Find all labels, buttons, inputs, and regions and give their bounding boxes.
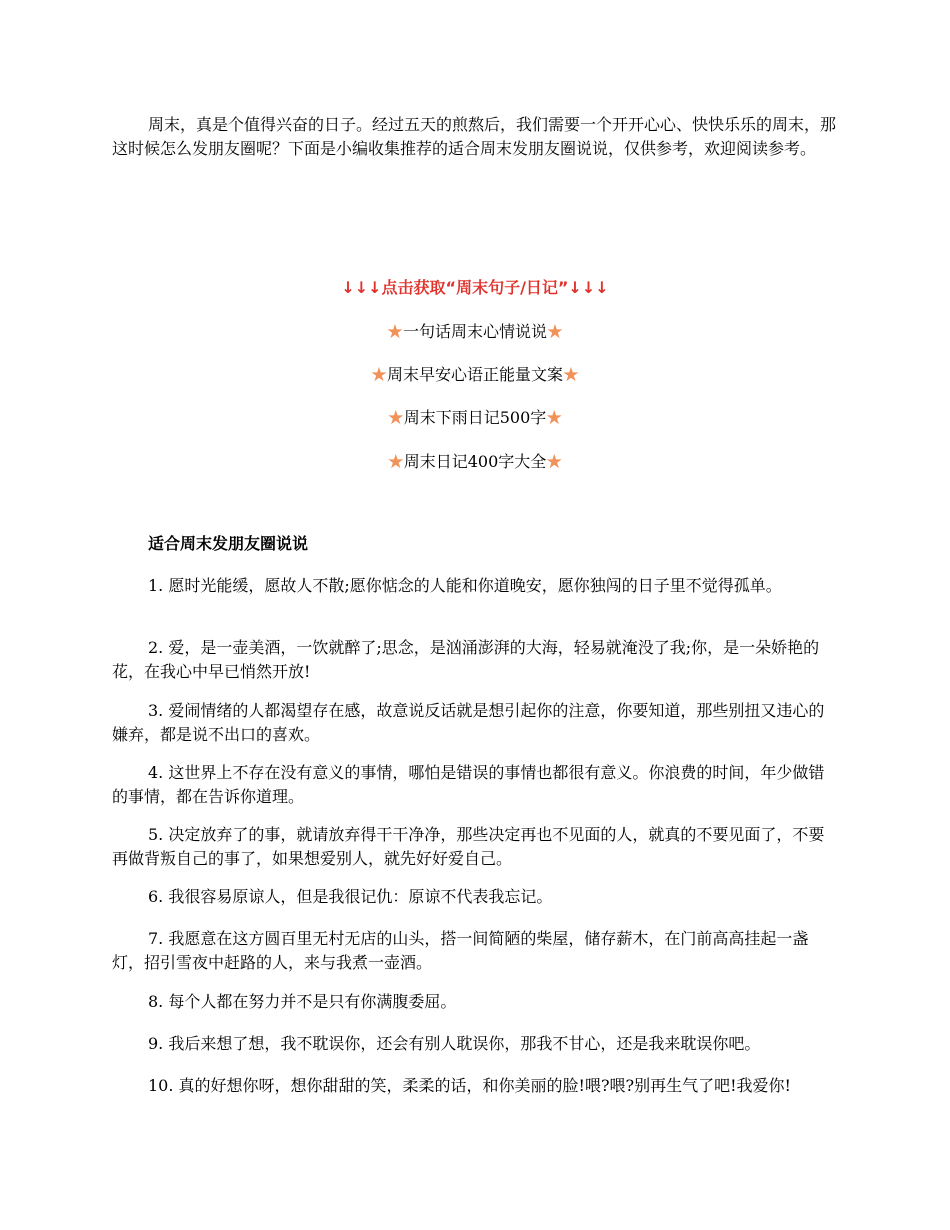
promo-link-label: 周末日记400字大全 — [403, 452, 547, 471]
list-item: 8. 每个人都在努力并不是只有你满腹委屈。 — [148, 992, 457, 1011]
list-item: 10. 真的好想你呀，想你甜甜的笑，柔柔的话，和你美丽的脸!喂?喂?别再生气了吧!我爱你! — [148, 1076, 791, 1095]
star-icon: ★ — [370, 365, 387, 384]
promo-link-1[interactable] — [0, 320, 950, 344]
promo-link-label: 一句话周末心情说说 — [402, 322, 547, 341]
promo-link-label: 周末早安心语正能量文案 — [386, 365, 563, 384]
promo-link-2[interactable] — [0, 363, 950, 387]
star-icon: ★ — [546, 452, 563, 471]
star-icon: ★ — [546, 408, 563, 427]
promo-link-4[interactable] — [0, 450, 950, 474]
star-icon: ★ — [387, 452, 404, 471]
list-item: 1. 愿时光能缓，愿故人不散;愿你惦念的人能和你道晚安，愿你独闯的日子里不觉得孤单。 — [148, 576, 782, 595]
star-icon: ★ — [547, 322, 564, 341]
section-title: 适合周末发朋友圈说说 — [148, 534, 309, 553]
star-icon: ★ — [387, 408, 404, 427]
star-icon: ★ — [386, 322, 403, 341]
star-icon: ★ — [563, 365, 580, 384]
list-item: 4. 这世界上不存在没有意义的事情，哪怕是错误的事情也都很有意义。你浪费的时间，年少做错的事情，都在告诉你道理。 — [112, 763, 825, 806]
promo-heading-link[interactable]: ↓↓↓点击获取“周末句子/日记”↓↓↓ — [341, 278, 609, 297]
promo-link-3[interactable] — [0, 406, 950, 430]
list-item: 6. 我很容易原谅人，但是我很记仇：原谅不代表我忘记。 — [148, 887, 553, 906]
list-item: 5. 决定放弃了的事，就请放弃得干干净净，那些决定再也不见面的人，就真的不要见面了，不要再做背叛自己的事了，如果想爱别人，就先好好爱自己。 — [112, 825, 825, 868]
list-item: 2. 爱，是一壶美酒，一饮就醉了;思念，是汹涌澎湃的大海，轻易就淹没了我;你，是一朵娇艳的花，在我心中早已悄然开放! — [112, 638, 820, 681]
list-item: 3. 爱闹情绪的人都渴望存在感，故意说反话就是想引起你的注意，你要知道，那些别扭又违心的嫌弃，都是说不出口的喜欢。 — [112, 701, 825, 744]
list-item: 9. 我后来想了想，我不耽误你，还会有别人耽误你，那我不甘心，还是我来耽误你吧。 — [148, 1034, 761, 1053]
list-item: 7. 我愿意在这方圆百里无村无店的山头，搭一间简陋的柴屋，储存薪木，在门前高高挂起一盏灯，招引雪夜中赶路的人，来与我煮一壶酒。 — [112, 929, 809, 972]
promo-link-label: 周末下雨日记500字 — [403, 408, 547, 427]
intro-paragraph: 周末，真是个值得兴奋的日子。经过五天的煎熬后，我们需要一个开开心心、快快乐乐的周末，那这时候怎么发朋友圈呢？下面是小编收集推荐的适合周末发朋友圈说说，仅供参考，欢迎阅读参考。 — [112, 115, 837, 158]
